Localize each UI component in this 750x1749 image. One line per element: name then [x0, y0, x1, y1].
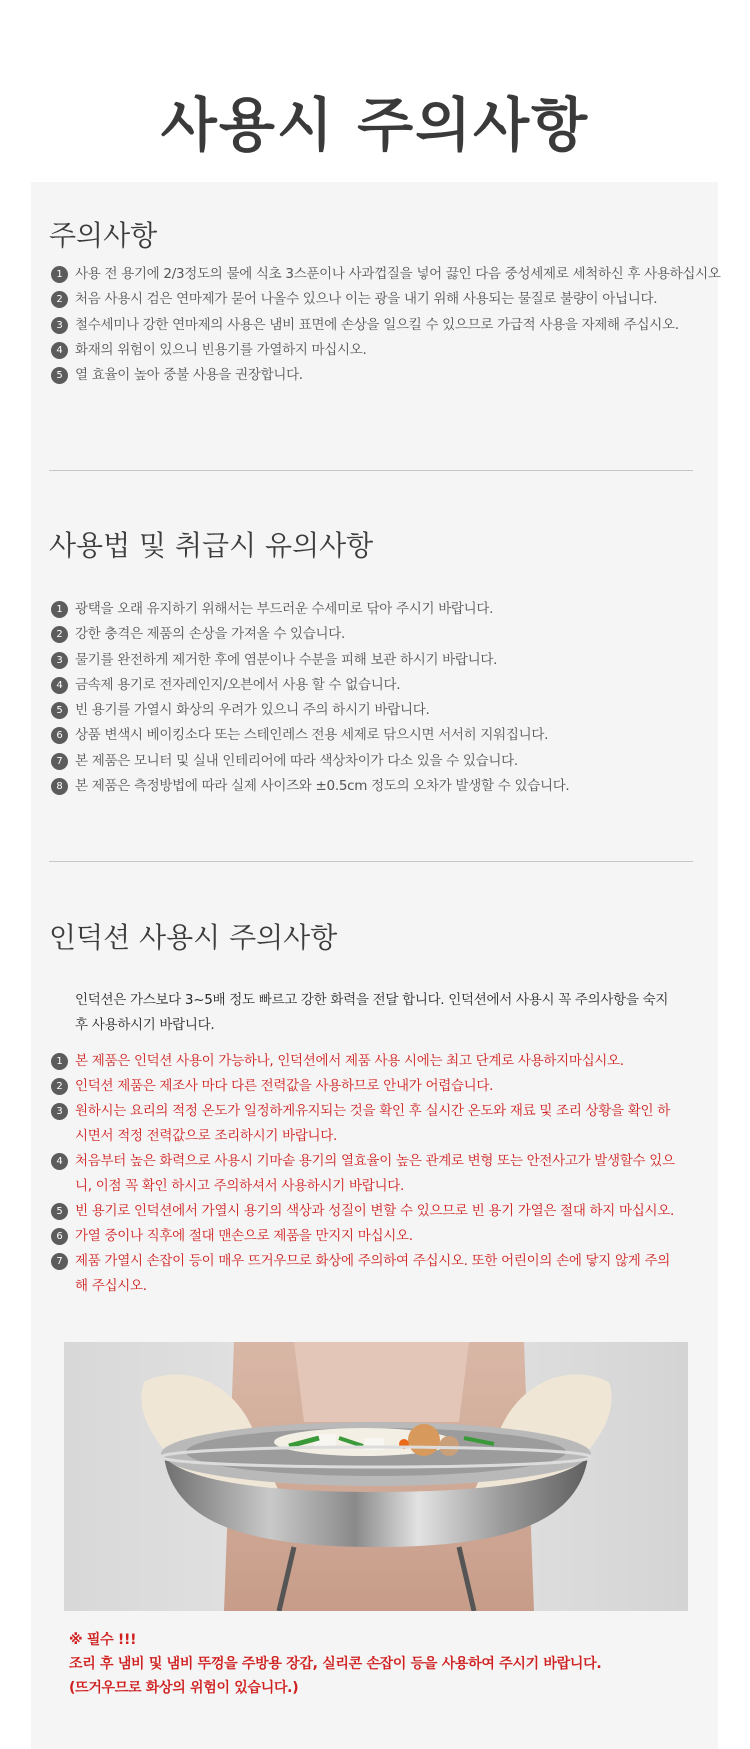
content-panel — [31, 182, 721, 1749]
list-item-text: 상품 변색시 베이킹소다 또는 스테인레스 전용 세제로 닦으시면 서서히 지워집니다. — [75, 727, 549, 744]
list-item — [51, 363, 708, 388]
list-item-text: 원하시는 요리의 적정 온도가 일정하게유지되는 것을 확인 후 실시간 온도와 재료 및 조리 상황을 확인 하시면서 적정 전력값으로 조리하시기 바랍니다. — [75, 1103, 670, 1144]
list-item-text: 광택을 오래 유지하기 위해서는 부드러운 수세미로 닦아 주시기 바랍니다. — [75, 601, 494, 617]
list-item-text: 가열 중이나 직후에 절대 맨손으로 제품을 만지지 마십시오. — [75, 1228, 413, 1244]
list-item — [51, 648, 708, 673]
list-item — [51, 1074, 708, 1099]
list-item-text: 금속제 용기로 전자레인지/오븐에서 사용 할 수 없습니다. — [75, 676, 401, 693]
number-badge: 5 — [51, 367, 68, 384]
number-badge: 4 — [51, 342, 68, 359]
number-badge: 4 — [51, 677, 68, 694]
list-item — [51, 1099, 708, 1149]
number-badge: 2 — [51, 291, 68, 308]
list-item-text: 처음 사용시 검은 연마제가 묻어 나올수 있으나 이는 광을 내기 위해 사용되는 물질로 불량이 아닙니다. — [75, 291, 658, 308]
list-item — [51, 1049, 708, 1074]
section-title-induction: 인덕션 사용시 주의사항 — [49, 921, 338, 954]
list-item — [51, 313, 708, 338]
notice-required: ※ 필수 !!! — [69, 1632, 137, 1648]
list-item-text: 빈 용기로 인덕션에서 가열시 용기의 색상과 성질이 변할 수 있으므로 빈 용기 가열은 절대 하지 마십시오. — [75, 1203, 674, 1219]
list-item — [51, 749, 708, 774]
number-badge: 3 — [51, 317, 68, 334]
number-badge: 5 — [51, 1203, 68, 1220]
number-badge: 1 — [51, 266, 68, 283]
number-badge: 1 — [51, 1053, 68, 1070]
list-item-text: 열 효율이 높아 중불 사용을 권장합니다. — [75, 367, 303, 384]
number-badge: 1 — [51, 601, 68, 618]
divider — [49, 861, 693, 862]
list-item-text: 본 제품은 인덕션 사용이 가능하나, 인덕션에서 제품 사용 시에는 최고 단계로 사용하지마십시오. — [75, 1053, 624, 1069]
number-badge: 7 — [51, 1253, 68, 1270]
list-item-text: 강한 충격은 제품의 손상을 가져올 수 있습니다. — [75, 626, 346, 643]
number-badge: 5 — [51, 702, 68, 719]
list-item — [51, 287, 708, 312]
list-item — [51, 1249, 708, 1299]
list-item-text: 처음부터 높은 화력으로 사용시 기마솥 용기의 열효율이 높은 관계로 변형 또는 안전사고가 발생할수 있으니, 이점 꼭 확인 하시고 주의하셔서 사용하시기 바랍니다. — [75, 1153, 675, 1194]
section-title-caution: 주의사항 — [49, 219, 158, 252]
number-badge: 6 — [51, 727, 68, 744]
list-item-text: 본 제품은 모니터 및 실내 인테리어에 따라 색상차이가 다소 있을 수 있습니다. — [75, 752, 518, 769]
section-title-usage: 사용법 및 취급시 유의사항 — [49, 529, 374, 562]
product-photo — [64, 1342, 688, 1611]
number-badge: 6 — [51, 1228, 68, 1245]
divider — [49, 470, 693, 471]
list-item-text: 본 제품은 측정방법에 따라 실제 사이즈와 ±0.5cm 정도의 오차가 발생할 수 있습니다. — [75, 778, 570, 795]
induction-list — [51, 1049, 708, 1299]
number-badge: 2 — [51, 1078, 68, 1095]
usage-list — [51, 597, 708, 799]
number-badge: 4 — [51, 1153, 68, 1170]
number-badge: 3 — [51, 1103, 68, 1120]
number-badge: 7 — [51, 753, 68, 770]
number-badge: 2 — [51, 626, 68, 643]
list-item — [51, 262, 721, 287]
list-item-text: 사용 전 용기에 2/3정도의 물에 식초 3스푼이나 사과껍질을 넣어 끓인 다음 중성세제로 세척하신 후 사용하십시오 — [75, 266, 721, 282]
list-item-text: 인덕션 제품은 제조사 마다 다른 전력값을 사용하므로 안내가 어렵습니다. — [75, 1078, 494, 1094]
warning-notice — [69, 1628, 601, 1700]
list-item — [51, 673, 708, 698]
list-item — [51, 774, 708, 799]
list-item — [51, 1149, 708, 1199]
caution-list — [51, 262, 721, 388]
list-item-text: 물기를 완전하게 제거한 후에 염분이나 수분을 피해 보관 하시기 바랍니다. — [75, 651, 498, 668]
list-item — [51, 698, 708, 723]
list-item-text: 화재의 위험이 있으니 빈용기를 가열하지 마십시오. — [75, 341, 367, 358]
page-title: 사용시 주의사항 — [160, 91, 590, 159]
list-item — [51, 597, 708, 622]
list-item — [51, 338, 708, 363]
notice-text: 조리 후 냄비 및 냄비 뚜껑을 주방용 장갑, 실리콘 손잡이 등을 사용하여 주시기 바랍니다. — [69, 1656, 602, 1672]
notice-burn-warning: (뜨거우므로 화상의 위험이 있습니다.) — [69, 1680, 299, 1696]
number-badge: 3 — [51, 652, 68, 669]
list-item-text: 빈 용기를 가열시 화상의 우려가 있으니 주의 하시기 바랍니다. — [75, 702, 430, 719]
induction-intro: 인덕션은 가스보다 3~5배 정도 빠르고 강한 화력을 전달 합니다. 인덕션에서 사용시 꼭 주의사항을 숙지 후 사용하시기 바랍니다. — [75, 992, 669, 1033]
number-badge: 8 — [51, 778, 68, 795]
pot-illustration — [64, 1342, 688, 1611]
list-item — [51, 723, 708, 748]
list-item-text: 제품 가열시 손잡이 등이 매우 뜨거우므로 화상에 주의하여 주십시오. 또한 어린이의 손에 닿지 않게 주의해 주십시오. — [75, 1253, 670, 1294]
list-item — [51, 622, 708, 647]
list-item-text: 철수세미나 강한 연마제의 사용은 냄비 표면에 손상을 일으킬 수 있으므로 가급적 사용을 자제해 주십시오. — [75, 316, 679, 333]
list-item — [51, 1199, 708, 1224]
list-item — [51, 1224, 708, 1249]
